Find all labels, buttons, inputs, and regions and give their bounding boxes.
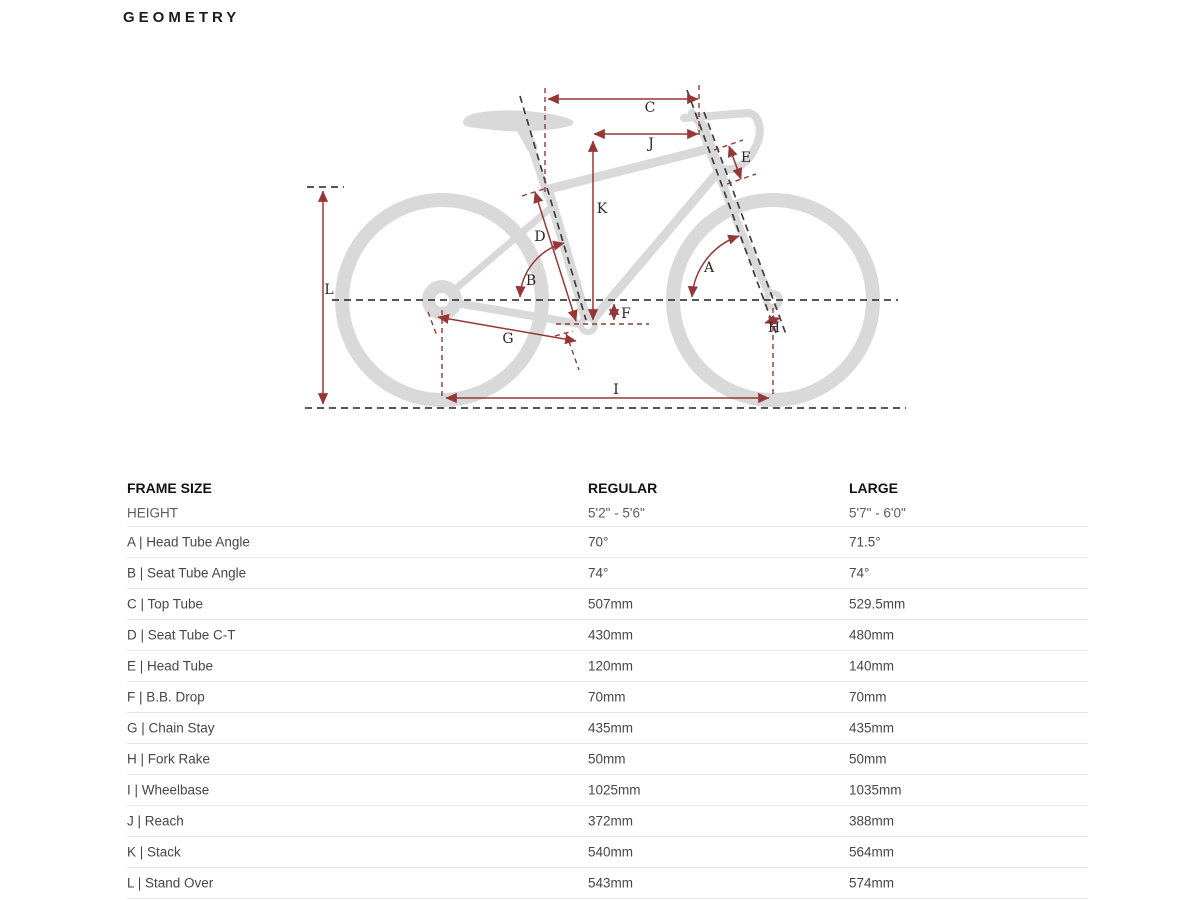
height-label: HEIGHT (127, 505, 179, 521)
table-row (127, 620, 1088, 651)
header-large: LARGE (849, 480, 898, 496)
row-regular-value: 74° (588, 565, 609, 581)
dim-label-c: C (644, 100, 656, 116)
bb-ext-dash (566, 333, 579, 370)
row-large-value: 74° (849, 565, 870, 581)
dim-label-h: H (767, 320, 781, 336)
row-label: K | Stack (127, 844, 181, 860)
row-large-value: 574mm (849, 875, 895, 891)
row-large-value: 564mm (849, 844, 895, 860)
row-regular-value: 430mm (588, 627, 634, 643)
spec-table-header (127, 476, 1088, 500)
row-regular-value: 120mm (588, 658, 634, 674)
red-dashed-helpers (428, 85, 773, 396)
bottom-bracket-hole (584, 321, 592, 329)
table-row (127, 713, 1088, 744)
row-regular-value: 543mm (588, 875, 634, 891)
row-label: E | Head Tube (127, 658, 214, 674)
row-large-value: 529.5mm (849, 596, 906, 612)
dim-label-a: A (703, 260, 715, 276)
row-regular-value: 70mm (588, 689, 626, 705)
table-row (127, 651, 1088, 682)
dim-label-j: J (648, 136, 654, 152)
dim-label-i: I (613, 382, 619, 398)
table-row (127, 744, 1088, 775)
header-regular: REGULAR (588, 480, 658, 496)
reference-lines (305, 90, 906, 408)
row-large-value: 480mm (849, 627, 895, 643)
row-regular-value: 435mm (588, 720, 634, 736)
dim-a-headangle-arc (692, 236, 739, 297)
bike-silhouette (342, 110, 873, 400)
row-regular-value: 70° (588, 534, 609, 550)
bike-geometry-diagram (0, 0, 1200, 445)
headtube-bottom-tick (727, 174, 756, 184)
row-label: H | Fork Rake (127, 751, 211, 767)
row-large-value: 71.5° (849, 534, 881, 550)
table-row (127, 775, 1088, 806)
row-regular-value: 1025mm (588, 782, 641, 798)
dim-label-e: E (740, 150, 752, 166)
row-regular-value: 372mm (588, 813, 634, 829)
bb-lower-tick (555, 331, 573, 336)
row-label: J | Reach (127, 813, 184, 829)
table-row (127, 868, 1088, 899)
table-row (127, 558, 1088, 589)
dim-label-f: F (621, 306, 631, 322)
row-large-value: 50mm (849, 751, 887, 767)
row-large-value: 70mm (849, 689, 887, 705)
row-label: C | Top Tube (127, 596, 204, 612)
table-row (127, 837, 1088, 868)
row-regular-value: 540mm (588, 844, 634, 860)
table-row (127, 806, 1088, 837)
dim-label-b: B (525, 273, 537, 289)
spec-table-body (127, 527, 1088, 899)
row-label: G | Chain Stay (127, 720, 215, 736)
dim-label-k: K (596, 201, 608, 217)
table-row (127, 527, 1088, 558)
top-tube (549, 148, 712, 189)
row-large-value: 388mm (849, 813, 895, 829)
row-label: B | Seat Tube Angle (127, 565, 247, 581)
row-large-value: 1035mm (849, 782, 902, 798)
height-regular-value: 5'2" - 5'6" (588, 505, 645, 521)
dim-label-d: D (534, 229, 546, 245)
page-title: GEOMETRY (123, 9, 241, 26)
row-label: F | B.B. Drop (127, 689, 205, 705)
table-row (127, 682, 1088, 713)
dim-label-g: G (502, 331, 514, 347)
header-frame-size: FRAME SIZE (127, 480, 212, 496)
height-row (127, 500, 1088, 527)
row-label: D | Seat Tube C-T (127, 627, 236, 643)
row-large-value: 435mm (849, 720, 895, 736)
dim-label-l: L (324, 282, 334, 298)
headtube-top-tick (714, 140, 743, 150)
row-label: A | Head Tube Angle (127, 534, 250, 550)
height-large-value: 5'7" - 6'0" (849, 505, 906, 521)
row-regular-value: 507mm (588, 596, 634, 612)
geometry-spec-table (127, 476, 1088, 899)
row-large-value: 140mm (849, 658, 895, 674)
row-label: L | Stand Over (127, 875, 214, 891)
row-label: I | Wheelbase (127, 782, 210, 798)
table-row (127, 589, 1088, 620)
row-regular-value: 50mm (588, 751, 626, 767)
